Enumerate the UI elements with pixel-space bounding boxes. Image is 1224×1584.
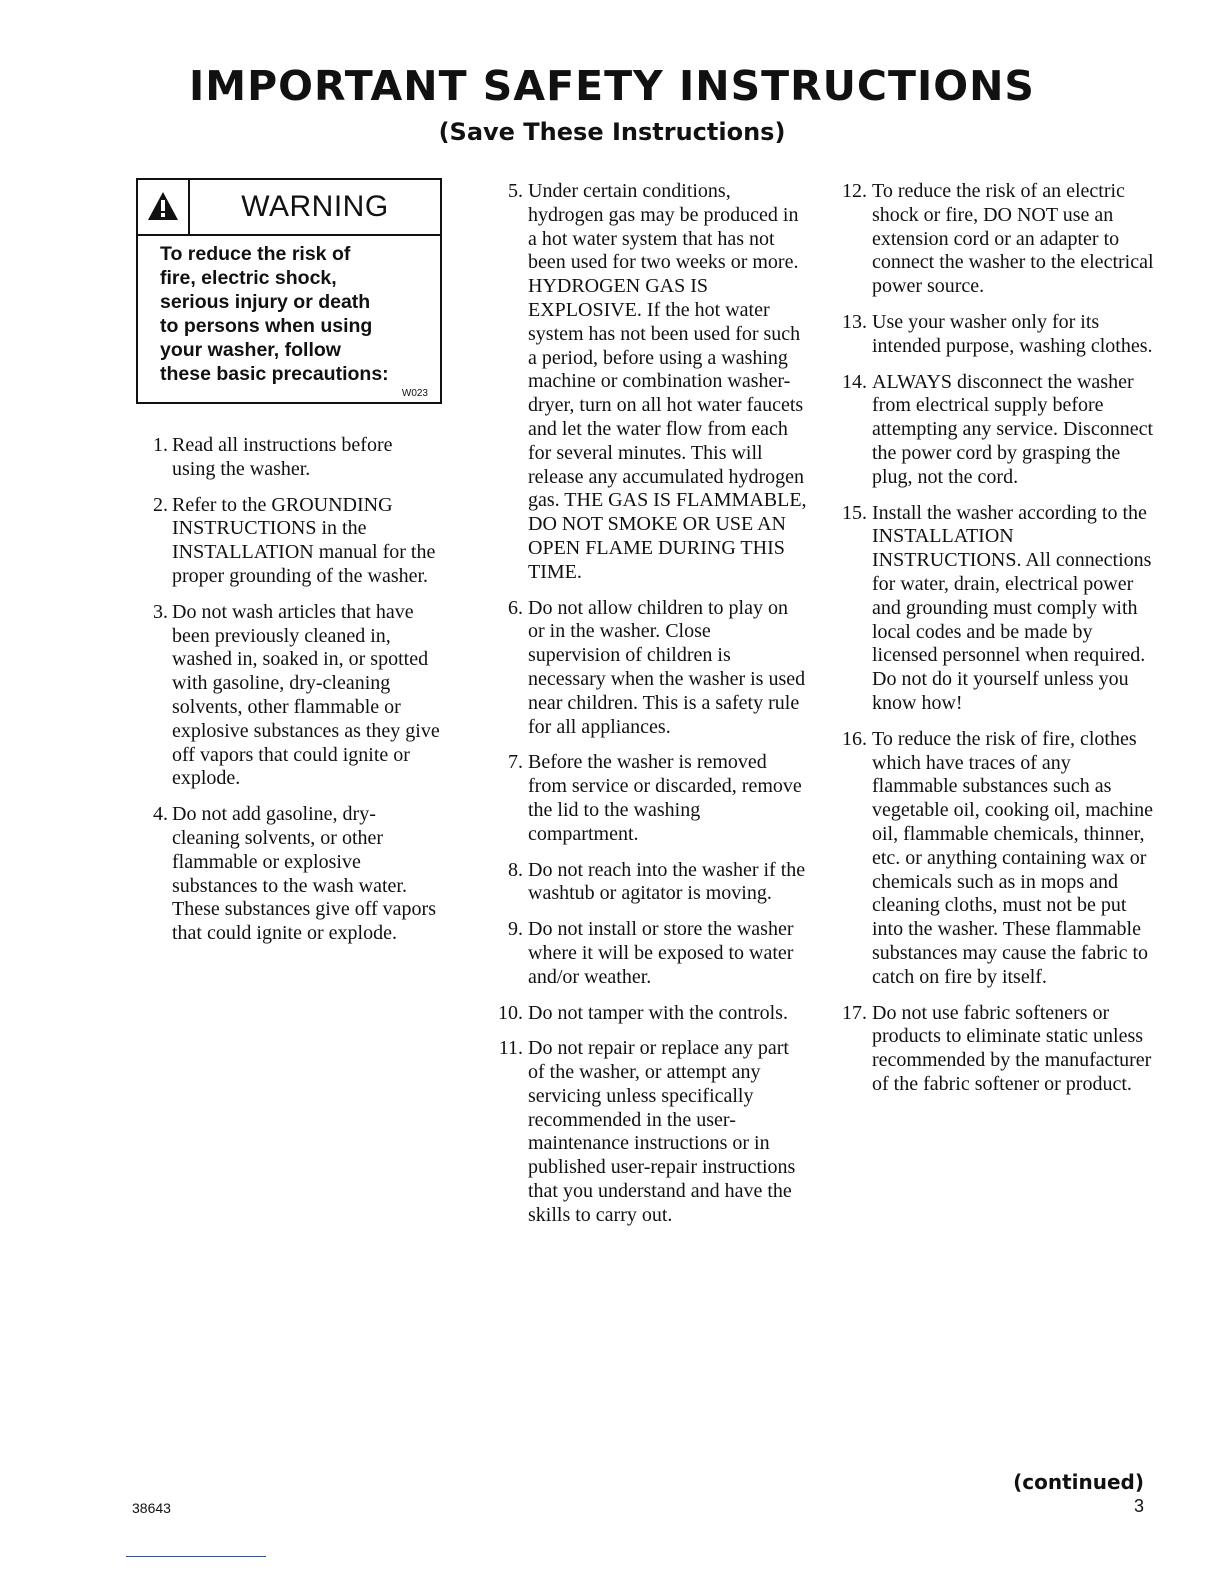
- item-text: Do not wash articles that have been previously cleaned in, washed in, soaked in, or spotted with gasoline, dry-cleaning solvents, other flammable or explosive substances as they give off vapors that could ignite or explode.: [172, 600, 440, 790]
- item-number: 8.: [508, 858, 523, 881]
- item-text: Do not use fabric softeners or products to eliminate static unless recommended by the manufacturer of the fabric softener or product.: [872, 1001, 1152, 1095]
- instructions-column-3: [836, 180, 1156, 1109]
- warning-line: to persons when using: [160, 315, 373, 337]
- item-number: 11.: [498, 1037, 523, 1060]
- item-number: 16.: [842, 727, 867, 750]
- footer-rule: [126, 1556, 266, 1557]
- document-code: 38643: [132, 1500, 171, 1516]
- item-text: Under certain conditions, hydrogen gas may be produced in a hot water system that has not been used for two weeks or more. HYDROGEN GAS IS EXPLOSIVE. If the hot water system has not been used for such a period, before using a washing machine or combination washer-dryer, turn on all hot water faucets and let the water flow from each for several minutes. This will release any accumulated hydrogen gas. THE GAS IS FLAMMABLE, DO NOT SMOKE OR USE AN OPEN FLAME DURING THIS TIME.: [528, 180, 807, 583]
- list-item: [140, 494, 440, 589]
- item-text: Before the washer is removed from service or discarded, remove the lid to the washing compartment.: [528, 751, 802, 845]
- list-item: [492, 1002, 807, 1026]
- list-item: [492, 859, 807, 907]
- item-text: Do not reach into the washer if the washtub or agitator is moving.: [528, 858, 806, 905]
- warning-triangle-icon: [138, 180, 190, 234]
- list-item: [140, 803, 440, 946]
- list-item: [836, 502, 1156, 716]
- list-item: [836, 371, 1156, 490]
- warning-line: fire, electric shock,: [160, 267, 337, 289]
- warning-title: WARNING: [241, 190, 389, 223]
- item-text: Do not tamper with the controls.: [528, 1001, 788, 1024]
- item-number: 13.: [842, 310, 867, 333]
- list-item: [492, 1037, 807, 1227]
- page-number: 3: [1133, 1496, 1144, 1516]
- item-text: To reduce the risk of fire, clothes which have traces of any flammable substances such as vegetable oil, cooking oil, machine oil, flammable chemicals, thinner, etc. or anything containing wax or chemicals such as in mops and cleaning cloths, must not be put into the washer. These flammable substances may cause the fabric to catch on fire by itself.: [872, 727, 1154, 988]
- instructions-column-2: [492, 180, 807, 1240]
- item-number: 6.: [508, 596, 523, 619]
- instructions-column-1: [140, 434, 440, 958]
- warning-text: [160, 242, 430, 386]
- item-number: 5.: [508, 180, 523, 202]
- item-text: Do not install or store the washer where it will be exposed to water and/or weather.: [528, 918, 794, 988]
- continued-label: (continued): [1013, 1470, 1144, 1494]
- page-subtitle: (Save These Instructions): [438, 118, 786, 146]
- item-number: 7.: [508, 751, 523, 774]
- page-title: IMPORTANT SAFETY INSTRUCTIONS: [189, 62, 1035, 110]
- item-text: Install the washer according to the INSTALLATION INSTRUCTIONS. All connections for water, drain, electrical power and grounding must comply with local codes and be made by licensed personnel when required. Do not do it yourself unless you know how!: [872, 501, 1152, 714]
- list-item: [492, 180, 807, 585]
- item-text: To reduce the risk of an electric shock or fire, DO NOT use an extension cord or an adapter to connect the washer to the electrical power source.: [872, 180, 1154, 298]
- item-number: 12.: [842, 180, 867, 202]
- item-text: Read all instructions before using the washer.: [172, 434, 393, 480]
- item-text: Do not allow children to play on or in the washer. Close supervision of children is necessary when the washer is used near children. This is a safety rule for all appliances.: [528, 596, 806, 738]
- warning-line: your washer, follow: [160, 339, 341, 361]
- warning-line: serious injury or death: [160, 291, 371, 313]
- item-text: Use your washer only for its intended purpose, washing clothes.: [872, 310, 1153, 357]
- item-number: 3.: [153, 600, 168, 623]
- list-item: [492, 597, 807, 740]
- list-item: [836, 180, 1156, 299]
- list-item: [492, 751, 807, 846]
- list-item: [140, 434, 440, 482]
- item-text: Refer to the GROUNDING INSTRUCTIONS in the INSTALLATION manual for the proper grounding of the washer.: [172, 493, 436, 587]
- list-item: [140, 601, 440, 791]
- item-number: 1.: [153, 434, 168, 456]
- item-text: Do not repair or replace any part of the washer, or attempt any servicing unless specifically recommended in the user-maintenance instructions or in published user-repair instructions that you understand and have the skills to carry out.: [528, 1037, 796, 1226]
- item-number: 15.: [842, 501, 867, 524]
- item-text: ALWAYS disconnect the washer from electrical supply before attempting any service. Disconnect the power cord by grasping the plug, not the cord.: [872, 370, 1154, 488]
- item-number: 4.: [153, 803, 168, 826]
- list-item: [836, 728, 1156, 990]
- warning-line: these basic precautions:: [160, 363, 389, 385]
- item-number: 10.: [498, 1001, 523, 1024]
- item-text: Do not add gasoline, dry-cleaning solvents, or other flammable or explosive substances to the wash water. These substances give off vapors that could ignite or explode.: [172, 803, 437, 945]
- item-number: 2.: [153, 493, 168, 516]
- warning-code: W023: [401, 388, 428, 399]
- list-item: [492, 918, 807, 989]
- warning-box: [136, 178, 442, 404]
- list-item: [836, 1002, 1156, 1097]
- warning-header: [138, 180, 440, 236]
- list-item: [836, 311, 1156, 359]
- warning-line: To reduce the risk of: [160, 243, 351, 265]
- item-number: 14.: [842, 370, 867, 393]
- item-number: 9.: [508, 918, 523, 941]
- item-number: 17.: [842, 1001, 867, 1024]
